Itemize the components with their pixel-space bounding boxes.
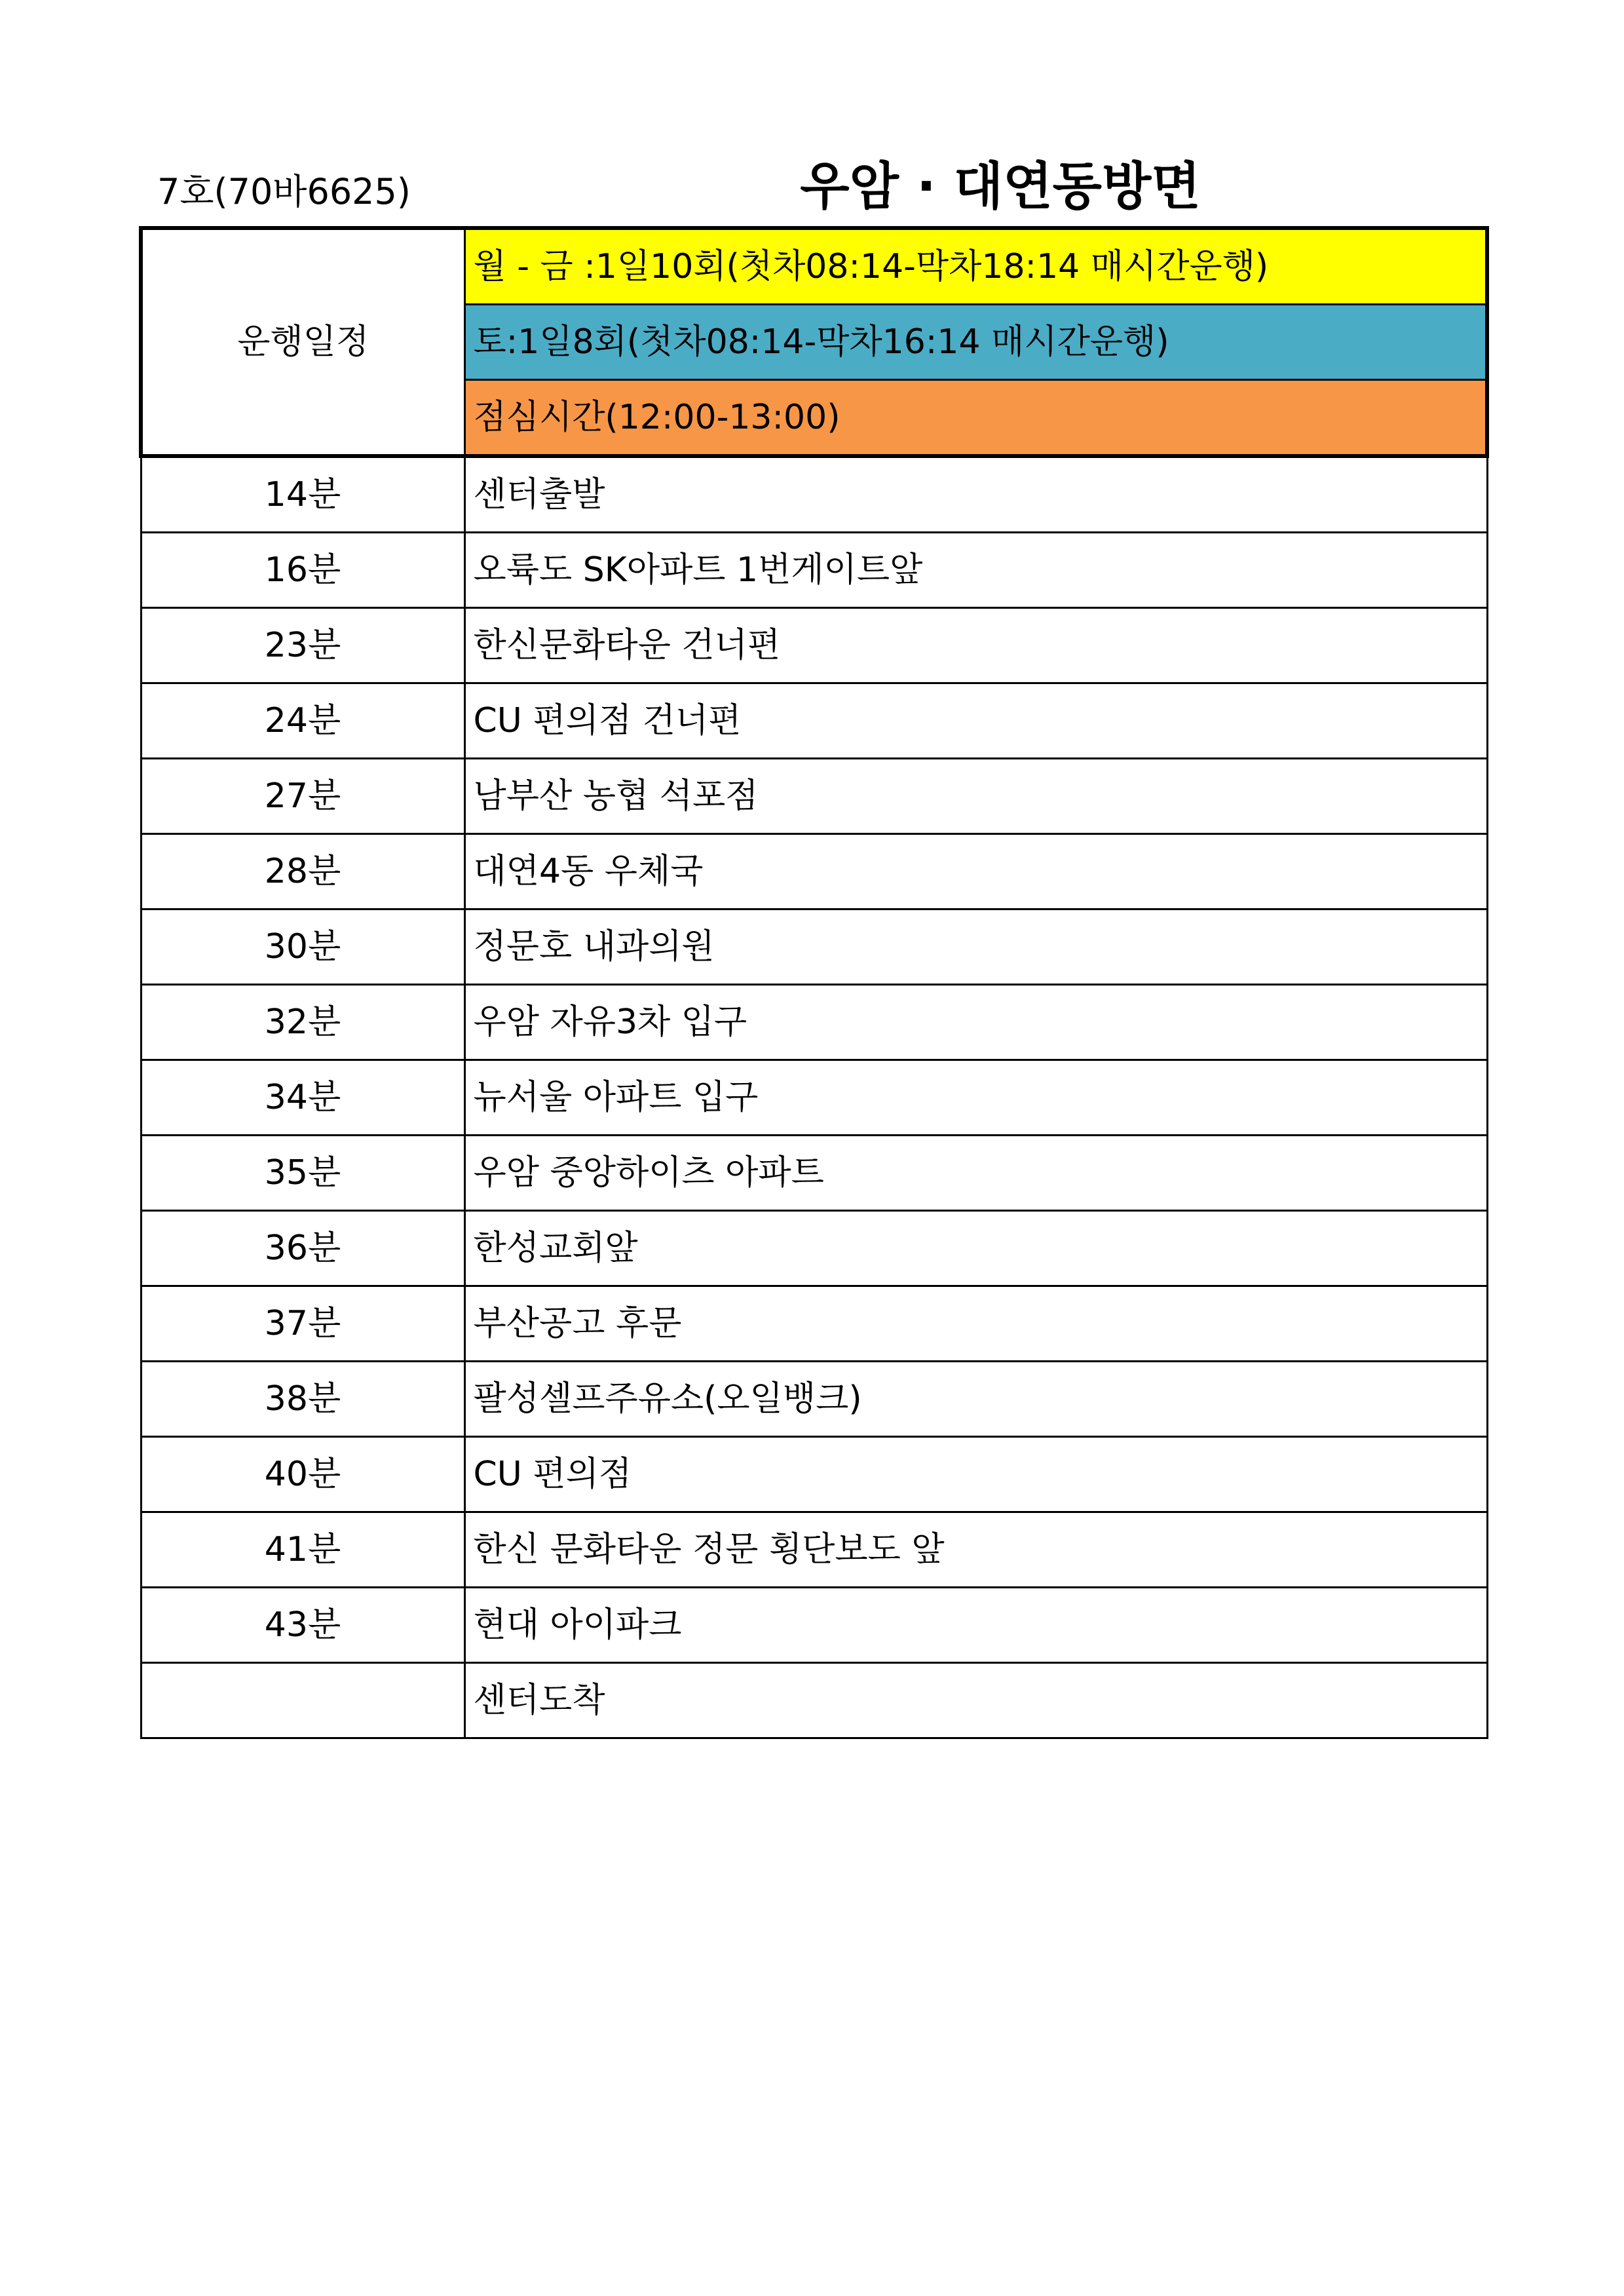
bus-id: 7호(70바6625)	[157, 171, 411, 212]
stop-name: 우암 중앙하이츠 아파트	[464, 1136, 1487, 1211]
schedule-row	[141, 228, 1487, 305]
stop-time: 32분	[141, 985, 464, 1060]
table-row	[141, 1136, 1487, 1211]
stop-name: 한신문화타운 건너편	[464, 608, 1487, 683]
table-row	[141, 1663, 1487, 1738]
stop-time: 16분	[141, 533, 464, 608]
stop-time: 34분	[141, 1060, 464, 1136]
stop-time: 28분	[141, 834, 464, 909]
stop-name: 팔성셀프주유소(오일뱅크)	[464, 1362, 1487, 1437]
stop-name: CU 편의점 건너편	[464, 683, 1487, 759]
stop-time: 36분	[141, 1211, 464, 1286]
stop-time: 35분	[141, 1136, 464, 1211]
table-row	[141, 985, 1487, 1060]
route-title: 우암 · 대연동방면	[800, 157, 1201, 216]
table-row	[141, 1437, 1487, 1512]
stop-name: CU 편의점	[464, 1437, 1487, 1512]
stop-name: 센터도착	[464, 1663, 1487, 1738]
stop-name: 우암 자유3차 입구	[464, 985, 1487, 1060]
stop-time: 24분	[141, 683, 464, 759]
schedule-label: 운행일정	[141, 228, 464, 456]
stop-time: 41분	[141, 1512, 464, 1588]
stop-name: 오륙도 SK아파트 1번게이트앞	[464, 533, 1487, 608]
stop-name: 한신 문화타운 정문 횡단보도 앞	[464, 1512, 1487, 1588]
stop-name: 남부산 농협 석포점	[464, 759, 1487, 834]
table-row	[141, 1060, 1487, 1136]
page-header	[139, 151, 1488, 223]
table-row	[141, 1362, 1487, 1437]
table-row	[141, 608, 1487, 683]
table-row	[141, 1211, 1487, 1286]
stop-time: 37분	[141, 1286, 464, 1362]
stop-time: 30분	[141, 909, 464, 985]
stop-time: 38분	[141, 1362, 464, 1437]
table-row	[141, 834, 1487, 909]
schedule-saturday: 토:1일8회(첫차08:14-막차16:14 매시간운행)	[464, 305, 1487, 380]
stop-name: 한성교회앞	[464, 1211, 1487, 1286]
timetable	[139, 226, 1489, 1739]
stop-time: 43분	[141, 1588, 464, 1663]
table-row	[141, 759, 1487, 834]
stop-time: 14분	[141, 456, 464, 533]
table-row	[141, 1588, 1487, 1663]
stop-time: 40분	[141, 1437, 464, 1512]
table-row	[141, 533, 1487, 608]
stop-time: 27분	[141, 759, 464, 834]
table-row	[141, 456, 1487, 533]
table-row	[141, 1286, 1487, 1362]
stop-name: 부산공고 후문	[464, 1286, 1487, 1362]
schedule-lunch: 점심시간(12:00-13:00)	[464, 380, 1487, 457]
stop-name: 대연4동 우체국	[464, 834, 1487, 909]
stop-time: 23분	[141, 608, 464, 683]
stop-name: 센터출발	[464, 456, 1487, 533]
table-row	[141, 909, 1487, 985]
stop-name: 정문호 내과의원	[464, 909, 1487, 985]
schedule-weekday: 월 - 금 :1일10회(첫차08:14-막차18:14 매시간운행)	[464, 228, 1487, 305]
table-row	[141, 1512, 1487, 1588]
stop-name: 현대 아이파크	[464, 1588, 1487, 1663]
stop-time	[141, 1663, 464, 1738]
table-row	[141, 683, 1487, 759]
stop-name: 뉴서울 아파트 입구	[464, 1060, 1487, 1136]
